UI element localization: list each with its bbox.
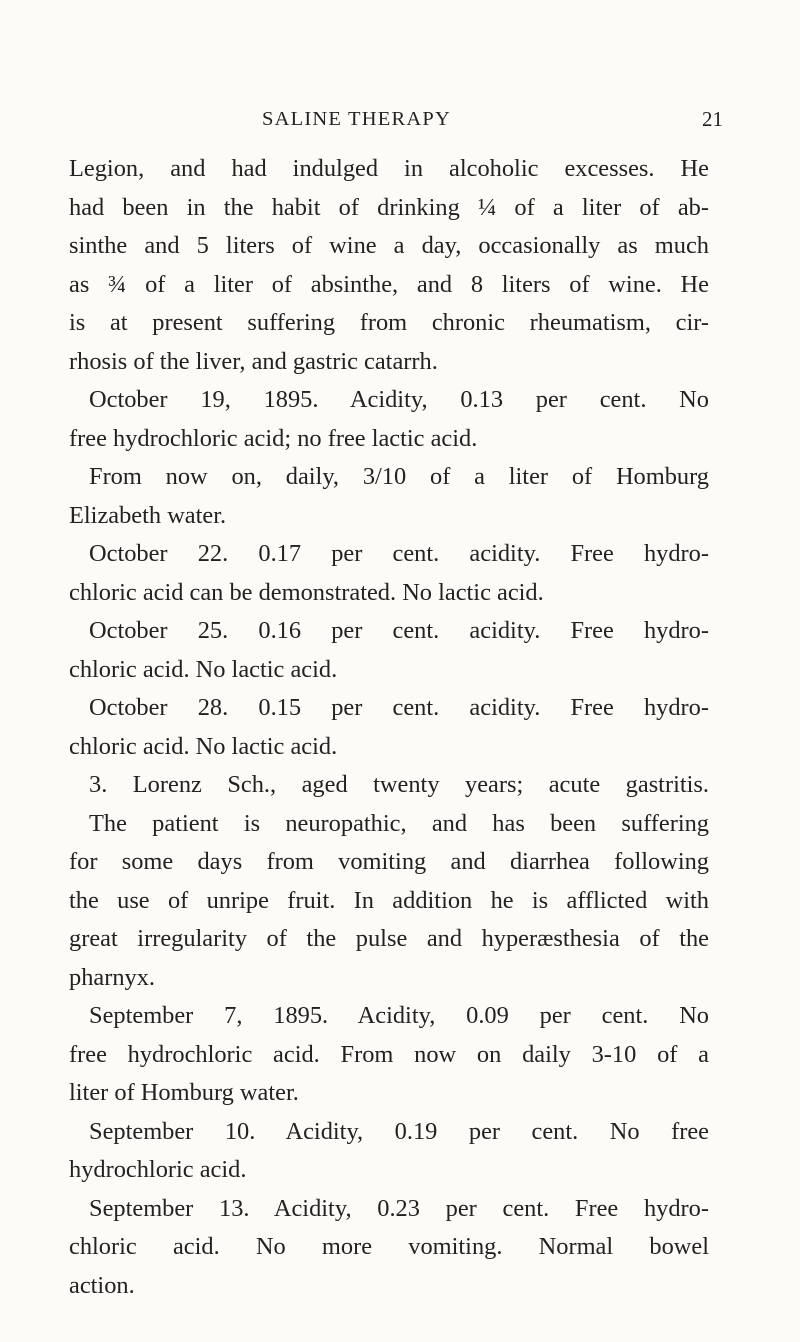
text-line: had been in the habit of drinking ¼ of a liter of ab- (69, 193, 709, 221)
text-line: From now on, daily, 3/10 of a liter of Homburg (89, 463, 709, 490)
text-line: Elizabeth water. (69, 501, 227, 529)
text-line: pharnyx. (69, 963, 156, 991)
text-line: for some days from vomiting and diarrhea following (69, 848, 709, 875)
text-line: free hydrochloric acid; no free lactic acid. (69, 424, 478, 452)
text-line: chloric acid. No more vomiting. Normal bowel (69, 1233, 709, 1260)
text-line: chloric acid can be demonstrated. No lactic acid. (69, 578, 544, 606)
text-line: as ¾ of a liter of absinthe, and 8 liters of wine. He (69, 270, 709, 298)
text-line: October 22. 0.17 per cent. acidity. Free hydro- (89, 540, 709, 567)
text-line: September 10. Acidity, 0.19 per cent. No free (89, 1117, 709, 1145)
text-line: September 13. Acidity, 0.23 per cent. Free hydro- (89, 1194, 709, 1222)
text-line: liter of Homburg water. (69, 1079, 299, 1106)
text-line: The patient is neuropathic, and has been suffering (89, 809, 709, 837)
page-number: 21 (702, 107, 723, 131)
text-line: action. (69, 1271, 135, 1299)
text-line: October 25. 0.16 per cent. acidity. Free hydro- (89, 617, 709, 644)
text-line: chloric acid. No lactic acid. (69, 732, 338, 760)
text-line: great irregularity of the pulse and hyperæsthesia of the (69, 925, 709, 952)
text-line: sinthe and 5 liters of wine a day, occasionally as much (69, 232, 709, 259)
text-line: Legion, and had indulged in alcoholic excesses. He (69, 155, 709, 182)
text-line: chloric acid. No lactic acid. (69, 655, 338, 683)
text-line: rhosis of the liver, and gastric catarrh. (69, 347, 438, 375)
body-text (69, 150, 709, 1305)
text-line: hydrochloric acid. (69, 1156, 247, 1183)
text-line: October 19, 1895. Acidity, 0.13 per cent. No (89, 386, 709, 413)
text-line: October 28. 0.15 per cent. acidity. Free hydro- (89, 694, 709, 721)
text-line: September 7, 1895. Acidity, 0.09 per cent. No (89, 1002, 709, 1029)
page-header (0, 104, 800, 134)
text-line: 3. Lorenz Sch., aged twenty years; acute gastritis. (89, 771, 709, 798)
text-line: is at present suffering from chronic rheumatism, cir- (69, 309, 709, 336)
running-head: SALINE THERAPY (262, 108, 451, 130)
text-line: free hydrochloric acid. From now on daily 3-10 of a (69, 1040, 709, 1068)
text-line: the use of unripe fruit. In addition he is afflicted with (69, 886, 709, 914)
